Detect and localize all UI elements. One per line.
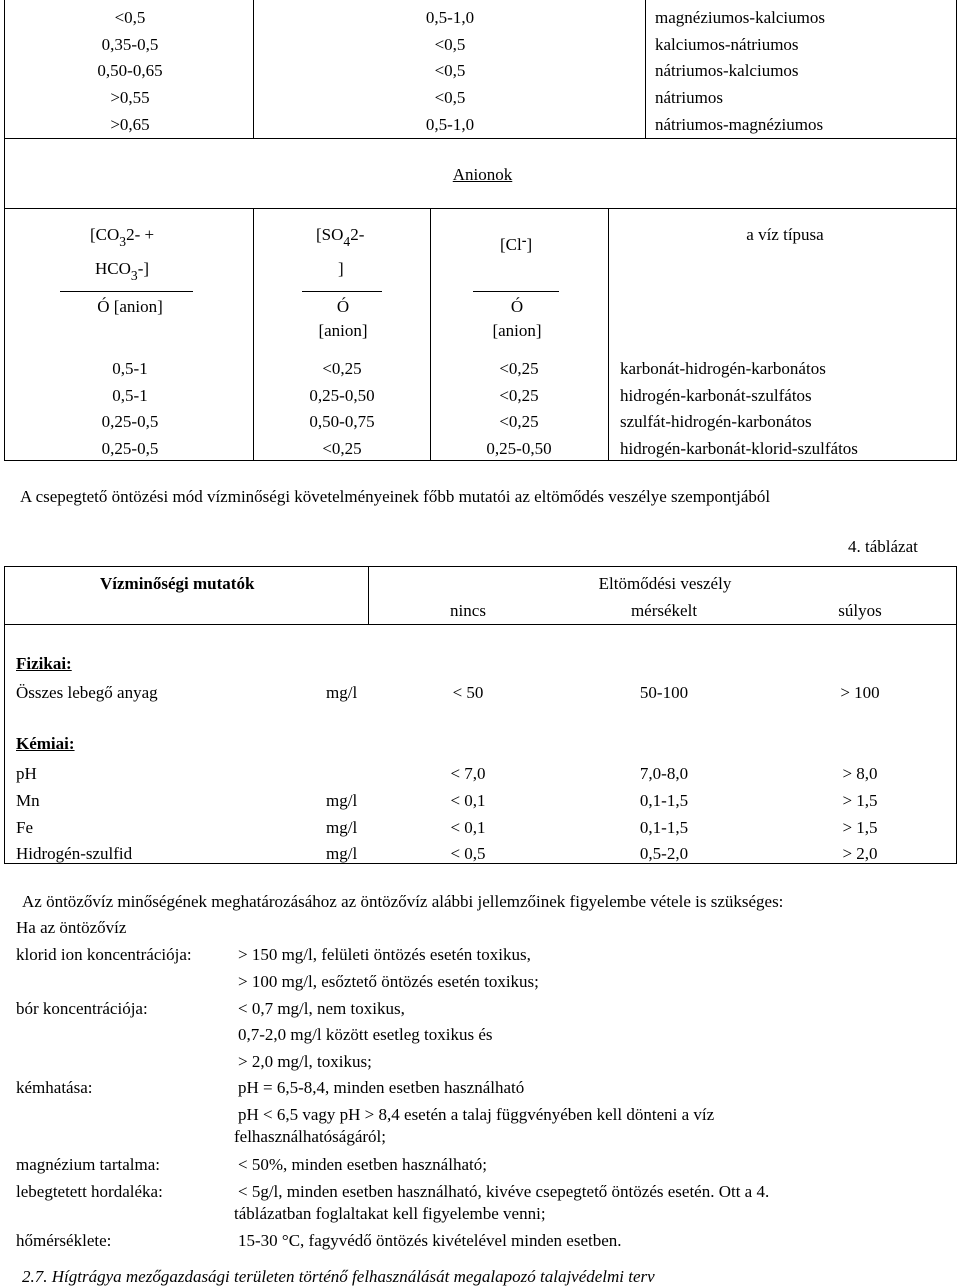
note-label: kémhatása: [16, 1078, 93, 1097]
header-so4-close: ] [338, 259, 344, 278]
value-moderate: 0,1-1,5 [639, 818, 689, 837]
indicator-unit: mg/l [326, 683, 358, 702]
anion-cell: 0,25-0,5 [101, 439, 159, 458]
notes-intro: Az öntözővíz minőségének meghatározásához az öntözővíz alábbi jellemzőinek figyelembe vétele is szükséges: [22, 892, 784, 911]
cation-type: kalciumos-nátriumos [655, 35, 799, 54]
anion-cell: 0,50-0,75 [309, 412, 375, 431]
note-line: < 0,7 mg/l, nem toxikus, [238, 999, 405, 1018]
header-severe: súlyos [838, 601, 882, 620]
indicator-name: Összes lebegő anyag [16, 683, 158, 702]
section-heading: A csepegtető öntözési mód vízminőségi követelményeinek főbb mutatói az eltömődés veszélye szempontjából [20, 487, 771, 506]
anion-type: hidrogén-karbonát-szulfátos [620, 386, 812, 405]
header-so4: [$SO_42-$ [316, 225, 365, 249]
note-line: > 2,0 mg/l, toxikus; [238, 1052, 372, 1071]
physical-section-title: Fizikai: [16, 654, 72, 673]
anion-cell: 0,5-1 [112, 386, 148, 405]
indicator-unit: mg/l [326, 844, 358, 863]
note-line: pH < 6,5 vagy pH > 8,4 esetén a talaj függvényében kell dönteni a víz [238, 1105, 715, 1124]
indicator-name: Mn [16, 791, 40, 810]
value-severe: > 8,0 [842, 764, 878, 783]
note-line: < 5g/l, minden esetben használható, kivéve csepegtető öntözés esetén. Ott a 4. [238, 1182, 770, 1201]
note-line: 0,7-2,0 mg/l között esetleg toxikus és [238, 1025, 493, 1044]
note-line: felhasználhatóságáról; [234, 1127, 386, 1146]
anion-cell: <0,25 [322, 439, 362, 458]
anion-cell: 0,25-0,50 [309, 386, 375, 405]
value-severe: > 100 [840, 683, 880, 702]
value-none: < 0,5 [450, 844, 486, 863]
section-2-7-heading: 2.7. Hígtrágya mezőgazdasági területen történő felhasználását megalapozó talajvédelmi terv [22, 1267, 655, 1286]
cation-type: nátriumos-kalciumos [655, 61, 799, 80]
value-moderate: 0,1-1,5 [639, 791, 689, 810]
indicator-name: pH [16, 764, 37, 783]
header-denominator: Ó [510, 297, 524, 316]
note-label: magnézium tartalma: [16, 1155, 160, 1174]
header-cl: [Cl-] [500, 233, 533, 254]
note-label: klorid ion koncentrációja: [16, 945, 192, 964]
value-moderate: 0,5-2,0 [639, 844, 689, 863]
anion-cell: 0,25-0,50 [486, 439, 552, 458]
note-label: lebegtetett hordaléka: [16, 1182, 163, 1201]
cation-type: magnéziumos-kalciumos [655, 8, 825, 27]
table-label: 4. táblázat [848, 537, 918, 556]
cation-cell: <0,5 [434, 88, 466, 107]
header-denominator: [anion] [318, 321, 368, 340]
cation-cell: >0,55 [110, 88, 150, 107]
anion-type: hidrogén-karbonát-klorid-szulfátos [620, 439, 858, 458]
value-moderate: 50-100 [639, 683, 689, 702]
anion-cell: 0,5-1 [112, 359, 148, 378]
cation-cell: >0,65 [110, 115, 150, 134]
cation-cell: 0,35-0,5 [101, 35, 159, 54]
indicator-unit: mg/l [326, 818, 358, 837]
note-line: < 50%, minden esetben használható; [238, 1155, 487, 1174]
value-severe: > 1,5 [842, 791, 878, 810]
value-severe: > 1,5 [842, 818, 878, 837]
value-severe: > 2,0 [842, 844, 878, 863]
indicator-name: Fe [16, 818, 33, 837]
value-moderate: 7,0-8,0 [639, 764, 689, 783]
anion-cell: 0,25-0,5 [101, 412, 159, 431]
header-co3: [$CO_32-$ + [90, 225, 155, 249]
header-denominator: [anion] [492, 321, 542, 340]
header-denominator: Ó [336, 297, 350, 316]
anion-type: karbonát-hidrogén-karbonátos [620, 359, 826, 378]
note-line: > 150 mg/l, felületi öntözés esetén toxikus, [238, 945, 531, 964]
chemical-section-title: Kémiai: [16, 734, 75, 753]
header-indicators: Vízminőségi mutatók [100, 574, 255, 593]
header-denominator: Ó [anion] [97, 297, 163, 316]
cation-cell: 0,50-0,65 [97, 61, 163, 80]
cation-cell: <0,5 [434, 61, 466, 80]
note-line: táblázatban foglaltakat kell figyelembe venni; [234, 1204, 546, 1223]
header-water-type: a víz típusa [746, 225, 824, 244]
anion-cell: <0,25 [499, 359, 539, 378]
anion-cell: <0,25 [499, 386, 539, 405]
indicator-name: Hidrogén-szulfid [16, 844, 133, 863]
header-none: nincs [450, 601, 486, 620]
cation-type: nátriumos-magnéziumos [655, 115, 824, 134]
anion-table-title: Anionok [452, 165, 513, 184]
value-none: < 0,1 [450, 818, 486, 837]
cation-type: nátriumos [655, 88, 723, 107]
note-label: hőmérséklete: [16, 1231, 112, 1250]
header-hco3: $HCO_3-$] [95, 259, 150, 283]
cation-cell: 0,5-1,0 [425, 8, 475, 27]
indicator-unit: mg/l [326, 791, 358, 810]
note-line: 15-30 °C, fagyvédő öntözés kivételével minden esetben. [238, 1231, 622, 1250]
value-none: < 0,1 [450, 791, 486, 810]
note-line: > 100 mg/l, esőztető öntözés esetén toxikus; [238, 972, 539, 991]
header-clogging-risk: Eltömődési veszély [598, 574, 732, 593]
notes-lead: Ha az öntözővíz [16, 918, 127, 937]
value-none: < 50 [452, 683, 484, 702]
header-moderate: mérsékelt [630, 601, 698, 620]
anion-cell: <0,25 [499, 412, 539, 431]
anion-type: szulfát-hidrogén-karbonátos [620, 412, 812, 431]
cation-cell: 0,5-1,0 [425, 115, 475, 134]
anion-cell: <0,25 [322, 359, 362, 378]
value-none: < 7,0 [450, 764, 486, 783]
cation-cell: <0,5 [434, 35, 466, 54]
note-line: pH = 6,5-8,4, minden esetben használható [238, 1078, 525, 1097]
note-label: bór koncentrációja: [16, 999, 148, 1018]
cation-cell: <0,5 [114, 8, 146, 27]
